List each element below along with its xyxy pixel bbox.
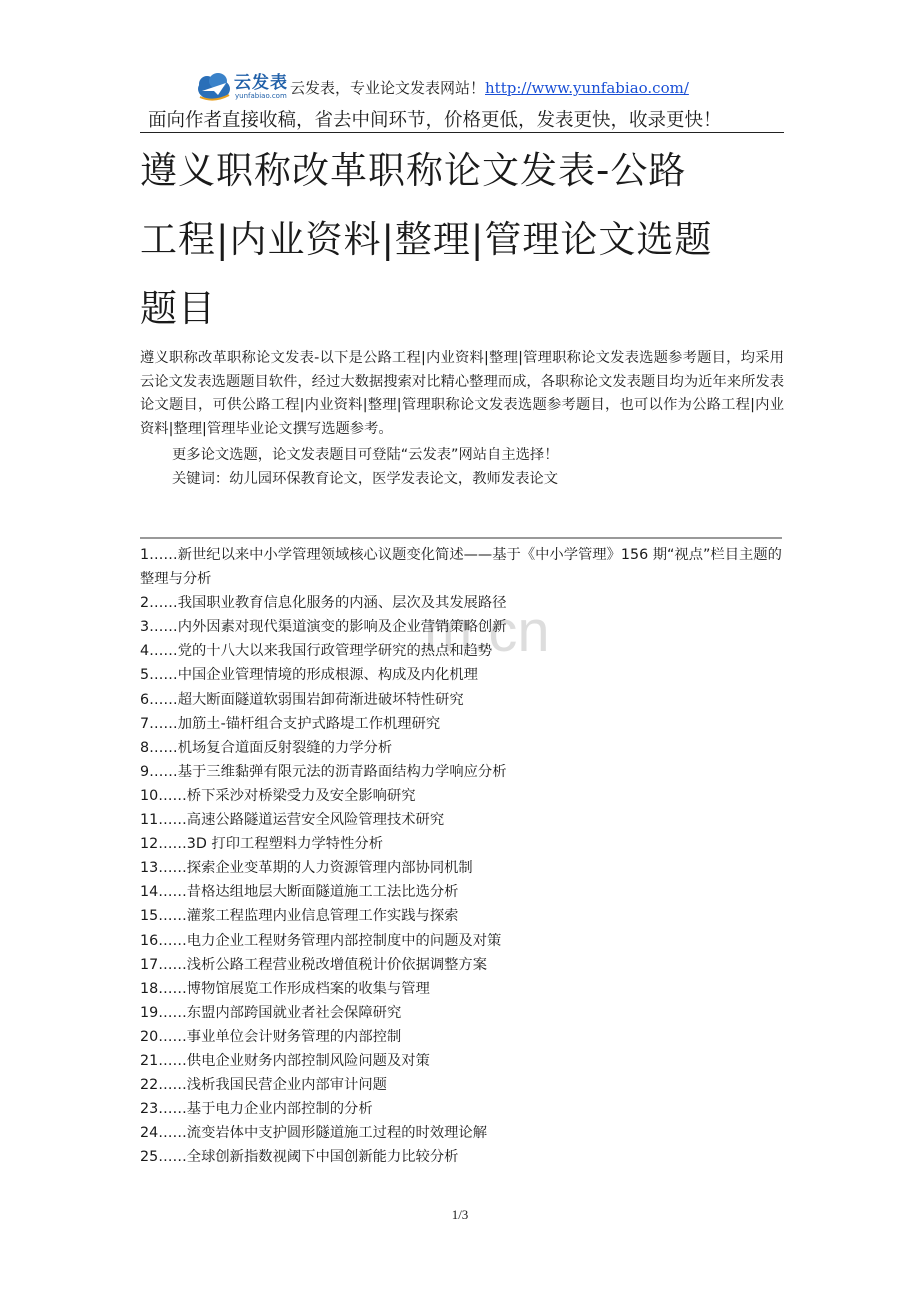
site-url-link[interactable]: http://www.yunfabiao.com/ <box>485 79 689 97</box>
list-item: 13……探索企业变革期的人力资源管理内部协同机制 <box>140 860 473 877</box>
logo-text: 云发表 <box>234 73 288 93</box>
document-title <box>140 136 790 343</box>
list-item: 8……机场复合道面反射裂缝的力学分析 <box>140 739 393 756</box>
list-item: 11……高速公路隧道运营安全风险管理技术研究 <box>140 812 445 829</box>
list-item: 23……基于电力企业内部控制的分析 <box>140 1101 373 1118</box>
list-item: 5……中国企业管理情境的形成根源、构成及内化机理 <box>140 667 478 684</box>
header-divider <box>140 132 784 133</box>
more-topics-note: 更多论文选题，论文发表题目可登陆“云发表”网站自主选择！ <box>172 447 559 463</box>
list-item: 9……基于三维黏弹有限元法的沥青路面结构力学响应分析 <box>140 763 507 780</box>
intro-paragraph: 遵义职称改革职称论文发表-以下是公路工程|内业资料|整理|管理职称论文发表选题参考题目，均采用云论文发表选题题目软件，经过大数据搜索对比精心整理而成，各职称论文发表题目均为近年来所发表论文题目，可供公路工程|内业资料|整理|管理职称论文发表选题参考题目，也可以作为公路工程|内业资料|整理|管理毕业论文撰写选题参考。 <box>140 350 784 437</box>
list-divider <box>140 537 782 539</box>
topic-list <box>140 543 784 1169</box>
title-line: 工程|内业资料|整理|管理论文选题 <box>140 218 713 261</box>
site-slogan <box>290 77 689 98</box>
list-item: 17……浅析公路工程营业税改增值税计价依据调整方案 <box>140 956 488 973</box>
list-item: 18……博物馆展览工作形成档案的收集与管理 <box>140 980 430 997</box>
watermark: m.cn <box>424 599 550 664</box>
list-item: 21……供电企业财务内部控制风险问题及对策 <box>140 1052 430 1069</box>
list-item: 1……新世纪以来中小学管理领域核心议题变化简述——基于《中小学管理》156 期“视点”栏目主题的整理与分析 <box>140 547 782 588</box>
list-item: 4……党的十八大以来我国行政管理学研究的热点和趋势 <box>140 643 493 660</box>
list-item: 2……我国职业教育信息化服务的内涵、层次及其发展路径 <box>140 595 507 612</box>
keywords-line: 关键词：幼儿园环保教育论文，医学发表论文，教师发表论文 <box>172 471 559 487</box>
list-item: 20……事业单位会计财务管理的内部控制 <box>140 1028 402 1045</box>
title-line: 遵义职称改革职称论文发表-公路 <box>140 149 687 192</box>
list-item: 22……浅析我国民营企业内部审计问题 <box>140 1077 387 1094</box>
title-line: 题目 <box>140 287 216 330</box>
document-header <box>140 66 785 132</box>
list-item: 15……灌浆工程监理内业信息管理工作实践与探索 <box>140 908 459 925</box>
cloud-plane-icon <box>196 71 232 103</box>
site-tagline: 面向作者直接收稿，省去中间环节，价格更低，发表更快，收录更快！ <box>148 110 722 131</box>
list-item: 16……电力企业工程财务管理内部控制度中的问题及对策 <box>140 932 502 949</box>
list-item: 25……全球创新指数视阈下中国创新能力比较分析 <box>140 1149 459 1166</box>
list-item: 10……桥下采沙对桥梁受力及安全影响研究 <box>140 787 416 804</box>
yunfabiao-logo[interactable] <box>196 68 288 106</box>
list-item: 19……东盟内部跨国就业者社会保障研究 <box>140 1004 402 1021</box>
list-item: 12……3D 打印工程塑料力学特性分析 <box>140 836 383 853</box>
list-item: 6……超大断面隧道软弱围岩卸荷渐进破坏特性研究 <box>140 691 464 708</box>
page-number: 1/3 <box>451 1207 469 1222</box>
list-item: 3……内外因素对现代渠道演变的影响及企业营销策略创新 <box>140 619 507 636</box>
list-item: 14……昔格达组地层大断面隧道施工工法比选分析 <box>140 884 459 901</box>
list-item: 24……流变岩体中支护圆形隧道施工过程的时效理论解 <box>140 1125 488 1142</box>
slogan-text: 云发表，专业论文发表网站！ <box>290 79 486 97</box>
list-item: 7……加筋土-锚杆组合支护式路堤工作机理研究 <box>140 715 441 732</box>
logo-subtext: yunfabiao.com <box>235 92 287 100</box>
